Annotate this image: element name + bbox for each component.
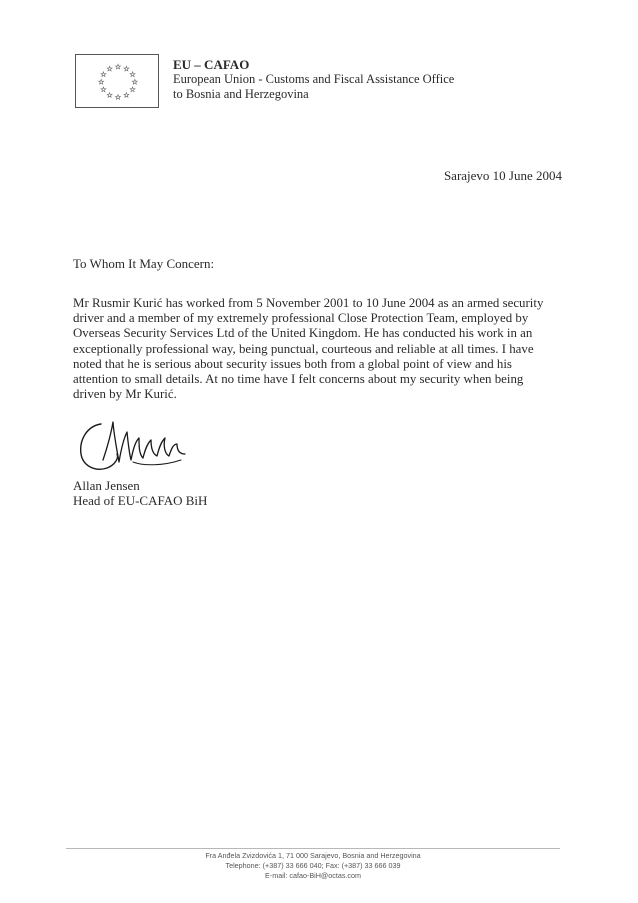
letter-date: Sarajevo 10 June 2004	[443, 168, 562, 183]
eu-emblem-logo	[75, 54, 159, 108]
letterhead-org-short: EU – CAFAO	[173, 57, 250, 72]
star-icon	[132, 79, 137, 84]
signatory-name: Allan Jensen	[73, 478, 140, 493]
footer-email: E-mail: cafao-BiH@octas.com	[265, 871, 361, 880]
star-icon	[107, 66, 112, 71]
signature-icon	[73, 410, 233, 482]
star-icon	[124, 93, 129, 98]
star-icon	[116, 64, 121, 69]
footer	[66, 851, 560, 881]
letter-body	[73, 296, 573, 402]
letterhead-location: to Bosnia and Herzegovina	[173, 87, 309, 101]
star-icon	[124, 66, 129, 71]
body-line: Overseas Security Services Ltd of the United Kingdom. He has conducted his work in an	[73, 326, 533, 341]
body-line: driver and a member of my extremely professional Close Protection Team, employed by	[73, 311, 529, 326]
eu-stars-icon	[76, 55, 160, 109]
letterhead-org-full: European Union - Customs and Fiscal Assistance Office	[173, 72, 455, 86]
signatory-block	[73, 478, 207, 508]
salutation: To Whom It May Concern:	[73, 256, 215, 271]
star-icon	[99, 79, 104, 84]
letterhead	[173, 57, 454, 102]
footer-phone-fax: Telephone: (+387) 33 666 040; Fax: (+387) 33 666 039	[225, 861, 401, 870]
star-icon	[130, 72, 135, 77]
star-icon	[116, 95, 121, 100]
signatory-title: Head of EU-CAFAO BiH	[73, 493, 208, 508]
star-icon	[101, 87, 106, 92]
body-line: noted that he is serious about security issues both from a global point of view and his	[73, 356, 512, 371]
star-icon	[101, 72, 106, 77]
body-line: Mr Rusmir Kurić has worked from 5 November 2001 to 10 June 2004 as an armed security	[73, 296, 544, 310]
star-icon	[130, 87, 135, 92]
footer-address: Fra Anđela Zvizdovića 1, 71 000 Sarajevo, Bosnia and Herzegovina	[205, 851, 421, 860]
footer-rule	[66, 848, 560, 849]
star-icon	[107, 93, 112, 98]
body-line: driven by Mr Kurić.	[73, 387, 177, 402]
body-line: exceptionally professional way, being punctual, courteous and reliable at all times. I have	[73, 341, 534, 356]
body-line: attention to small details. At no time have I felt concerns about my security when being	[73, 372, 524, 387]
